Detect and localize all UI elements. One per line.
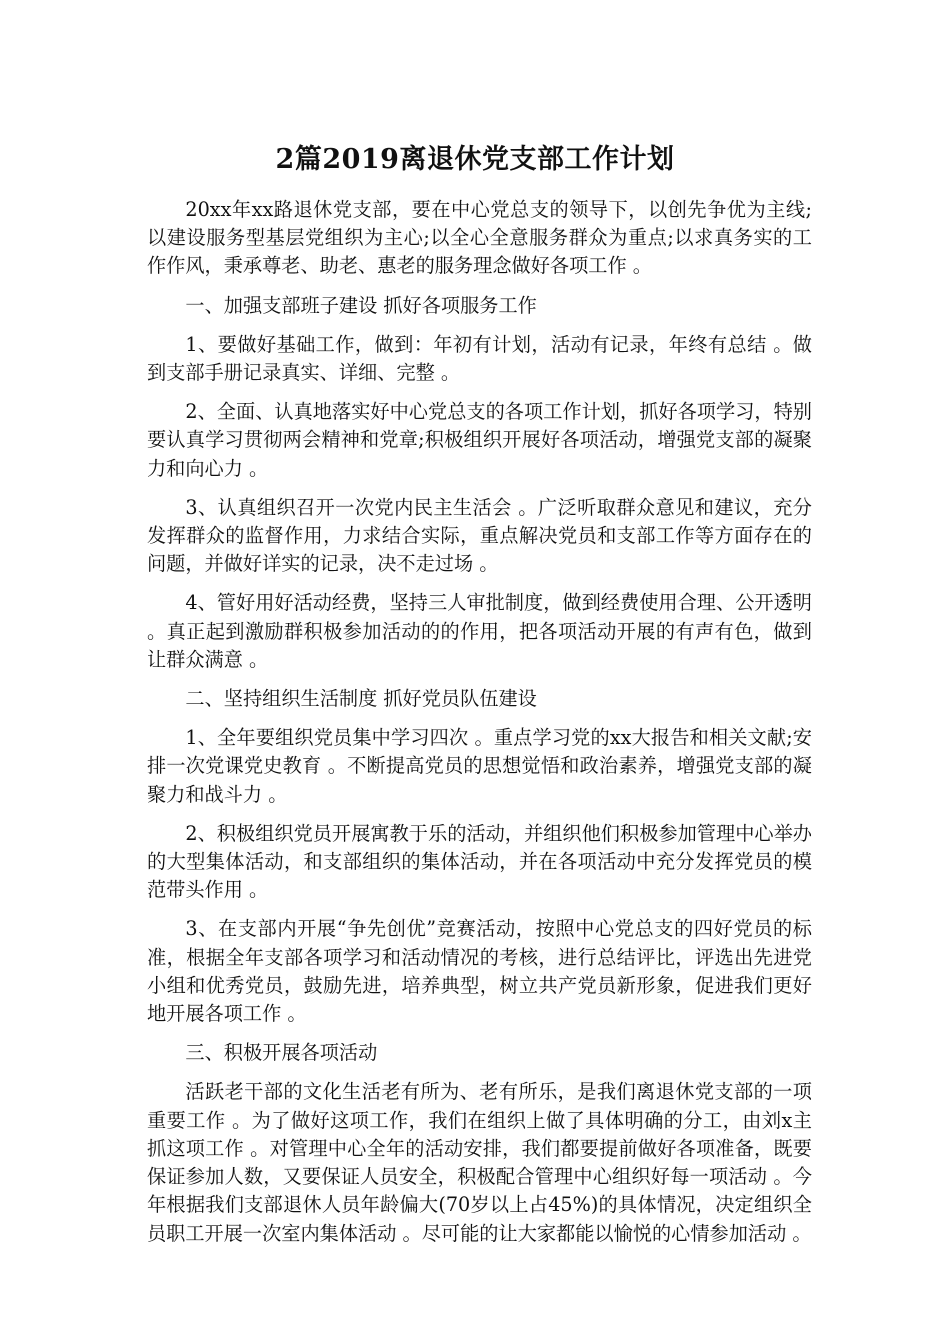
paragraph-2-1: 1、全年要组织党员集中学习四次 。重点学习党的xx大报告和相关文献;安排一次党课党史教育 。不断提高党员的思想觉悟和政治素养，增强党支部的凝聚力和战斗力 。 [147,726,812,806]
section-heading-3: 三、积极开展各项活动 [185,1041,378,1065]
section-heading-2: 二、坚持组织生活制度 抓好党员队伍建设 [185,687,537,711]
paragraph-1-1: 1、要做好基础工作，做到：年初有计划，活动有记录，年终有总结 。做到支部手册记录真实、详细、完整 。 [147,332,812,385]
paragraph-1-2: 2、全面、认真地落实好中心党总支的各项工作计划，抓好各项学习，特别要认真学习贯彻两会精神和党章;积极组织开展好各项活动，增强党支部的凝聚力和向心力 。 [147,400,812,480]
paragraph-1-4: 4、管好用好活动经费，坚持三人审批制度，做到经费使用合理、公开透明 。真正起到激励群积极参加活动的的作用，把各项活动开展的有声有色，做到让群众满意 。 [147,591,812,671]
document-body [147,196,812,1259]
paragraph-2-2: 2、积极组织党员开展寓教于乐的活动，并组织他们积极参加管理中心举办的大型集体活动，和支部组织的集体活动，并在各项活动中充分发挥党员的模范带头作用 。 [147,821,812,902]
paragraph-1-3: 3、认真组织召开一次党内民主生活会 。广泛听取群众意见和建议，充分发挥群众的监督作用，力求结合实际，重点解决党员和支部工作等方面存在的问题，并做好详实的记录，决不走过场 。 [147,495,812,576]
intro-paragraph: 20xx年xx路退休党支部，要在中心党总支的领导下，以创先争优为主线;以建设服务型基层党组织为主心;以全心全意服务群众为重点;以求真务实的工作作风，秉承尊老、助老、惠老的服务理念做好各项工作 。 [147,198,812,278]
document-title: 2篇2019离退休党支部工作计划 [275,144,675,175]
paragraph-3-1: 活跃老干部的文化生活老有所为、老有所乐，是我们离退休党支部的一项重要工作 。为了做好这项工作，我们在组织上做了具体明确的分工，由刘x主抓这项工作 。对管理中心全年的活动安排，我们都要提前做好各项准备，既要保证参加人数，又要保证人员安全，积极配合管理中心组织好每一项活动 。今年根据我们支部退休人员年龄偏大(70岁以上占45%)的具体情况，决定组织全员职工开展一次室内集体活动 。尽可能的让大家都能以愉悦的心情参加活动 。 [147,1080,812,1245]
paragraph-2-3: 3、在支部内开展“争先创优”竞赛活动，按照中心党总支的四好党员的标准，根据全年支部各项学习和活动情况的考核，进行总结评比，评选出先进党小组和优秀党员，鼓励先进，培养典型，树立共产党员新形象，促进我们更好地开展各项工作 。 [147,917,812,1026]
section-heading-1: 一、加强支部班子建设 抓好各项服务工作 [185,293,537,317]
